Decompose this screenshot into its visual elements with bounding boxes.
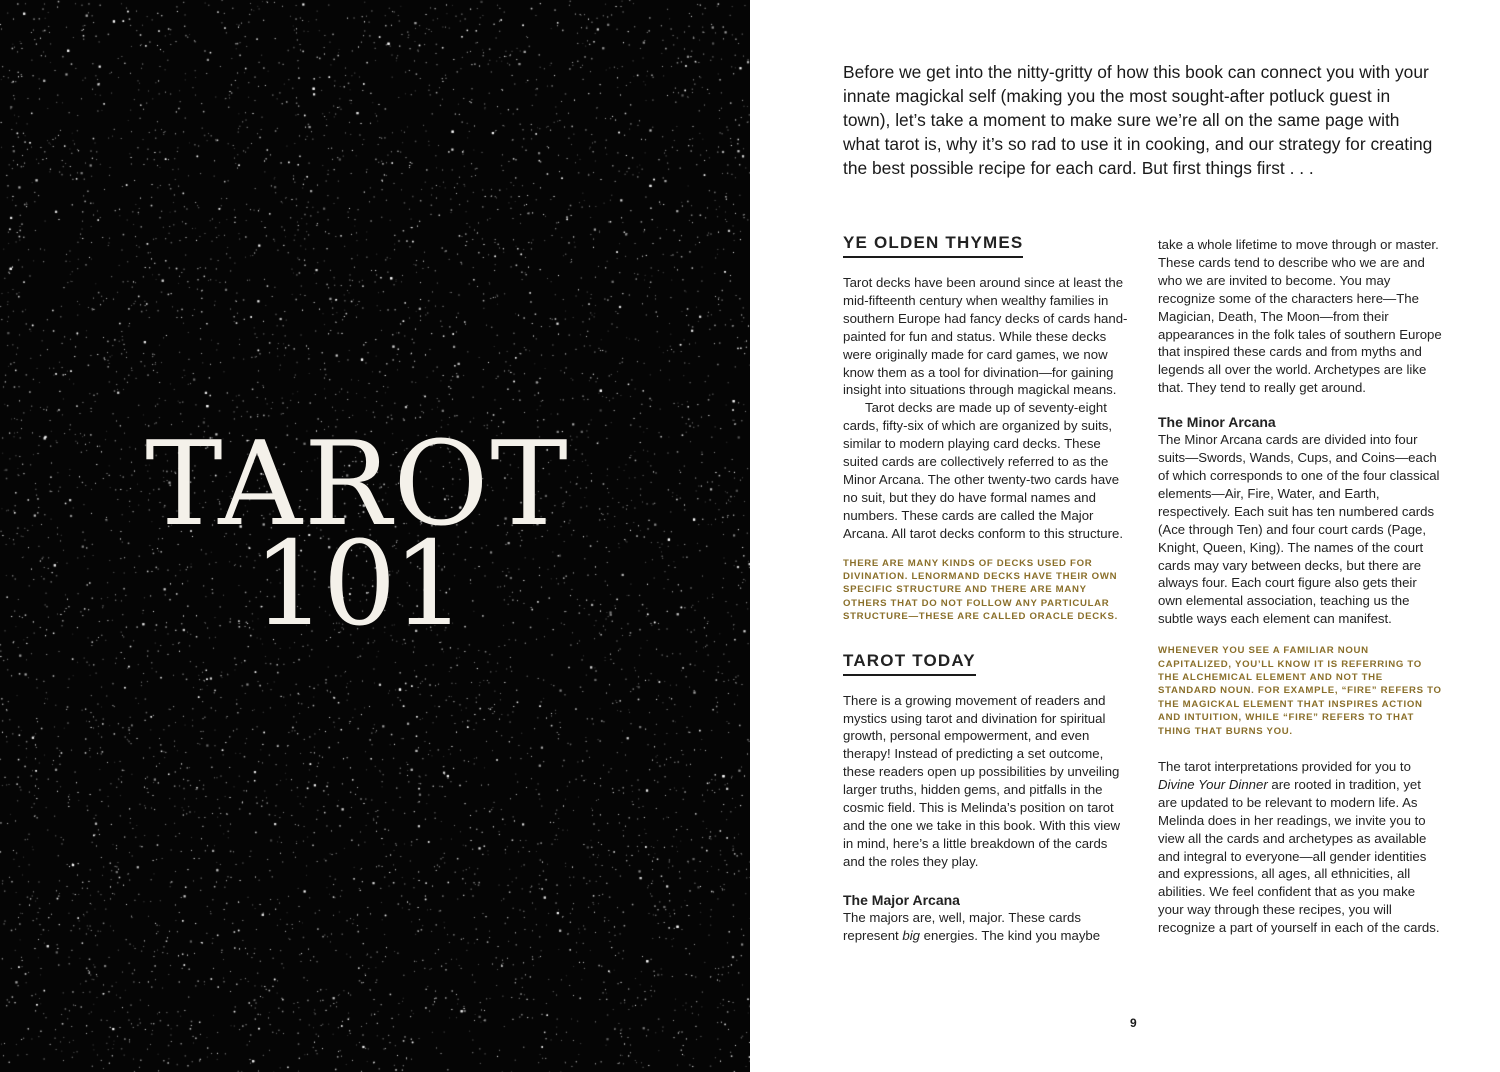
minor-note: WHENEVER YOU SEE A FAMILIAR NOUN CAPITALIZED, YOU’LL KNOW IT IS REFERRING TO THE ALCHEMICAL ELEMENT AND NOT THE STANDARD NOUN. FOR EXAMPLE, “FIRE” REFERS TO THE MAGICKAL ELEMENT THAT INSPIRES ACTION AND INTUITION, WHILE “FIRE” REFERS TO THAT THING THAT BURNS YOU. <box>1158 645 1442 737</box>
closing-text-start: The tarot interpretations provided for you to <box>1158 758 1411 774</box>
major-text-end: energies. The kind you maybe <box>920 927 1101 943</box>
text-column-right <box>1158 236 1443 937</box>
closing-paragraph <box>1158 758 1443 937</box>
today-paragraph: There is a growing movement of readers and mystics using tarot and divination for spiritual growth, personal empowerment, and even therapy! Instead of predicting a set outcome, these readers open up possibilities by unveiling larger truths, hidden gems, and pitfalls in the cosmic field. This is Melinda’s position on tarot and the one we take in this book. With this view in mind, here’s a little breakdown of the cards and the roles they play. <box>843 692 1121 869</box>
olden-note: THERE ARE MANY KINDS OF DECKS USED FOR DIVINATION. LENORMAND DECKS HAVE THEIR OWN SPECIFIC STRUCTURE AND THERE ARE MANY OTHERS THAT DO NOT FOLLOW ANY PARTICULAR STRUCTURE—THESE ARE CALLED ORACLE DECKS. <box>843 557 1118 623</box>
heading-tarot-today: TAROT TODAY <box>843 650 976 676</box>
closing-text-end: are rooted in tradition, yet are updated to be relevant to modern life. As Melinda does in her readings, we invite you to view all the cards and archetypes as available and integral to everyone—all gender identities and expressions, all ages, all ethnicities, all abilities. We feel confident that as you make your way through these recipes, you will recognize a part of yourself in each of the cards. <box>1158 776 1440 936</box>
closing-text-emphasis: Divine Your Dinner <box>1158 776 1268 792</box>
major-text-start: The majors are, well, major. These cards represent <box>843 909 1081 943</box>
intro-paragraph: Before we get into the nitty-gritty of how this book can connect you with your innate magickal self (making you the most sought-after potluck guest in town), let’s take a moment to make sure we’re all on the same page with what tarot is, why it’s so rad to use it in cooking, and our strategy for creating the best possible recipe for each card. But first things first . . . <box>843 62 1433 178</box>
heading-major-arcana: The Major Arcana <box>843 891 960 908</box>
major-arcana-continued: take a whole lifetime to move through or master. These cards tend to describe who we are and who we are invited to become. You may recognize some of the characters here—The Magician, Death, The Moon—from their appearances in the folk tales of southern Europe that inspired these cards and from myths and legends all over the world. Archetypes are like that. They tend to really get around. <box>1158 237 1442 396</box>
minor-arcana-paragraph: The Minor Arcana cards are divided into four suits—Swords, Wands, Cups, and Coins—each of which corresponds to one of the four classical elements—Air, Fire, Water, and Earth, respectively. Each suit has ten numbered cards (Ace through Ten) and four court cards (Page, Knight, Queen, King). The names of the court cards may vary between decks, but there are always four. Each court figure also gets their own elemental association, teaching us the subtle ways each element can manifest. <box>1158 432 1440 627</box>
text-page <box>750 0 1500 1072</box>
chapter-title-line-1: TAROT <box>145 417 570 552</box>
chapter-title-line-2: 101 <box>252 517 463 652</box>
major-arcana-paragraph <box>843 909 1128 945</box>
major-text-emphasis: big <box>902 927 920 943</box>
text-column-left <box>843 232 1128 945</box>
olden-paragraph-1: Tarot decks have been around since at least the mid-fifteenth century when wealthy families in southern Europe had fancy decks of cards hand-painted for fun and status. While these decks were originally made for card games, we now know them as a tool for divination—for gaining insight into situations through magickal means. <box>843 275 1128 398</box>
olden-paragraph-2: Tarot decks are made up of seventy-eight cards, fifty-six of which are organized by suits, similar to modern playing card decks. These suited cards are collectively referred to as the Minor Arcana. The other twenty-two cards have no suit, but they do have formal names and numbers. These cards are called the Major Arcana. All tarot decks conform to this structure. <box>843 400 1123 541</box>
heading-minor-arcana: The Minor Arcana <box>1158 414 1276 431</box>
page-number: 9 <box>1130 1016 1137 1030</box>
heading-ye-olden-thymes: YE OLDEN THYMES <box>843 232 1023 258</box>
